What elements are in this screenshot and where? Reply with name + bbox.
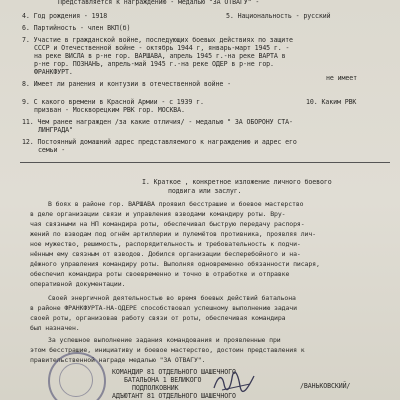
item-num: 12. — [22, 138, 34, 146]
item-9 — [22, 98, 204, 106]
body-line: в деле организации связи и управления взводами командиру роты. Вру- — [30, 210, 286, 218]
body-line: оперативной документации. — [30, 280, 126, 288]
item-8 — [22, 80, 231, 88]
item-text: С какого времени в Красной Армии - с 1939 г. — [33, 98, 204, 106]
body-line: в районе ФРАНКФУРТА-НА-ОДЕРЕ способствовал успешному выполнению задачи — [30, 304, 297, 312]
body-line: правительственной награде медалью "ЗА ОТВАГУ". — [30, 356, 206, 364]
body-line: был назначен. — [30, 324, 80, 332]
item-text: Участие в гражданской войне, последующих боевых действиях по защите — [33, 36, 293, 44]
section-title-line-2: подвига или заслуг. — [168, 187, 242, 195]
section-title: I. Краткое , конкретное изложение личного боевого — [142, 178, 332, 186]
adjutant-line: АДЪЮТАНТ 81 ОТДЕЛЬНОГО ШАШЕЧНОГО — [112, 392, 236, 400]
handwritten-signature — [210, 370, 260, 394]
body-line: этом бесстрашие, инициативу и боевое мастерство, достоин представления к — [30, 346, 305, 354]
item-text: Год рождения - 1918 — [33, 12, 108, 20]
item-num: 11. — [22, 118, 34, 126]
item-num: 4. — [22, 12, 30, 20]
item-8-answer: не имеет — [326, 74, 357, 82]
item-12 — [22, 138, 297, 146]
item-num: 7. — [22, 36, 30, 44]
item-9-line-2: призван - Москворецким РВК гор. МОСКВА. — [34, 106, 185, 114]
body-line: ное мужество, решимость, распорядительность и требовательность к подчи- — [30, 240, 301, 248]
item-5: 5. Национальность - русский — [226, 12, 331, 20]
body-line: нённым ему связным от взводов. Добился организации бесперебойного и на- — [30, 250, 301, 258]
rank-line: ПОДПОЛКОВНИК — [132, 384, 179, 392]
body-line: жений по взводам под огнём артиллерии и пулемётов противника, проявляя лич- — [30, 230, 317, 238]
item-4 — [22, 12, 107, 20]
commander-line: КОМАНДИР 81 ОТДЕЛЬНОГО ШАШЕЧНОГО — [112, 368, 236, 376]
item-num: 8. — [22, 80, 30, 88]
item-7-line-4: р-не гор. ПОЗНАНЬ, апрель-май 1945 г.-на реке ОДЕР в р-не гор. — [34, 60, 274, 68]
item-7-line-3: на реке ВИСЛА в р-не гор. ВАРШАВА, апрель 1945 г.-на реке ВАРТА в — [34, 52, 286, 60]
body-line: Своей энергичной деятельностью во время боевых действий батальона — [48, 294, 296, 302]
body-line: В боях в районе гор. ВАРШАВА проявил бесстрашие и боевое мастерство — [48, 200, 304, 208]
item-num: 9. — [22, 98, 30, 106]
item-6 — [22, 24, 130, 32]
item-12-line-2: семьи - — [38, 146, 66, 154]
battalion-line: БАТАЛЬОНА 1 ВЕЛИКОГО — [124, 376, 202, 384]
separator-line — [20, 162, 390, 163]
item-7-line-2: СССР и Отечественной войне - октябрь 1944 г, январь-март 1945 г. - — [34, 44, 290, 52]
body-line: обеспечил командира роты своевременно и точно в отработке и отправке — [30, 270, 290, 278]
header-line: Представляется к награждению - медалью "ЗА ОТВАГУ" - — [58, 0, 260, 6]
body-line: чая связными на НП командира роты, обеспечивал быструю передачу распоря- — [30, 220, 305, 228]
item-text: Имеет ли ранения и контузии в отечественной войне - — [33, 80, 231, 88]
item-11 — [22, 118, 293, 126]
item-11-line-2: ЛИНГРАДА" — [38, 126, 73, 134]
item-text: Постоянный домашний адрес представляемого к награждению и адрес его — [37, 138, 297, 146]
body-line: За успешное выполнение задания командования и проявленные при — [48, 336, 281, 344]
item-7 — [22, 36, 293, 44]
body-line: своей роты, организовав работу связи от роты, обеспечивая командира — [30, 314, 286, 322]
item-text: Партийность - член ВКП(б) — [33, 24, 131, 32]
item-text: Чем ранее награжден /за какие отличия/ - медалью " ЗА ОБОРОНУ СТА- — [37, 118, 293, 126]
signature-name: /ВАНЬКОВСКИЙ/ — [300, 382, 351, 390]
body-line: дёжного управления командиру роты. Выполняя одновременно обязанности писаря, — [30, 260, 320, 268]
item-num: 6. — [22, 24, 30, 32]
item-7-line-5: ФРАНКФУРТ. — [34, 68, 73, 76]
item-10: 10. Каким РВК — [306, 98, 357, 106]
